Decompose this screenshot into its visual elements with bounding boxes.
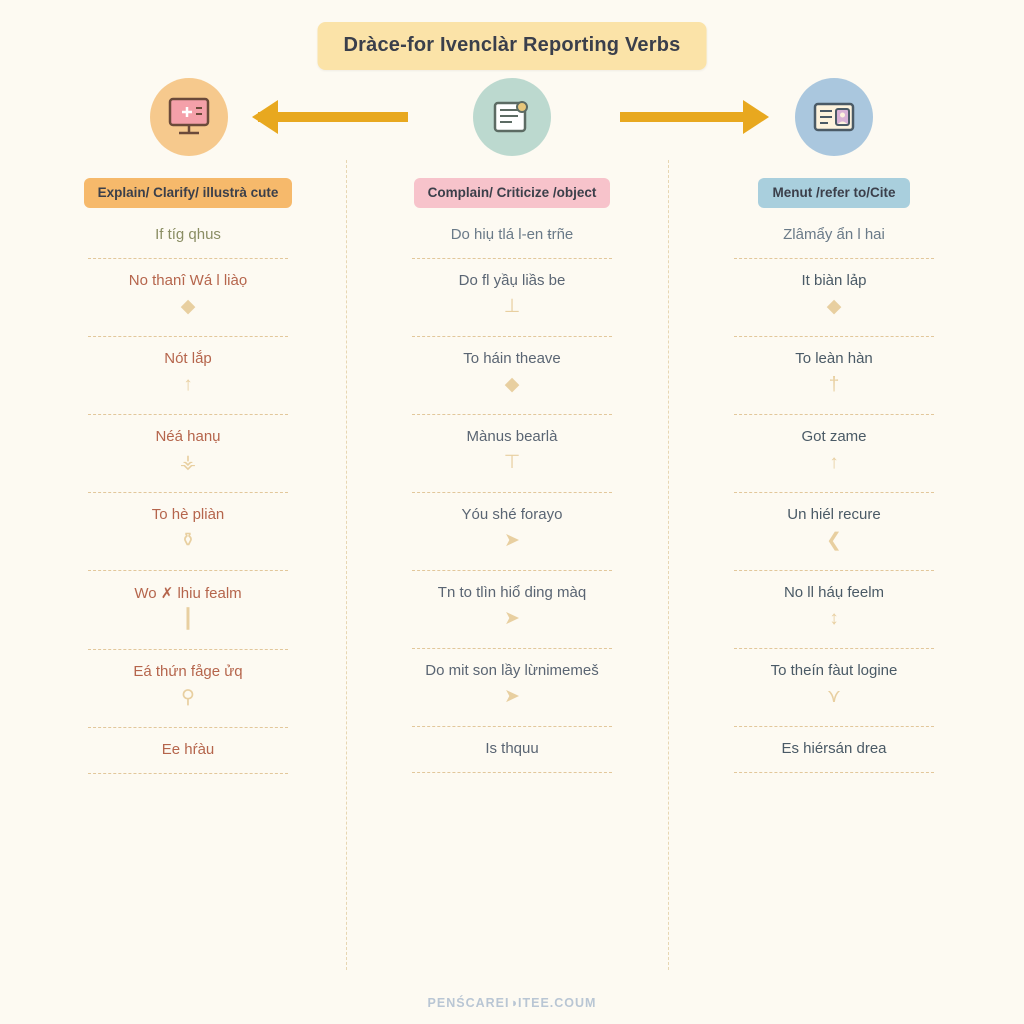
connector-icon: ↕ <box>829 608 839 629</box>
item-divider <box>734 336 934 337</box>
connector-icon: ⚲ <box>181 687 195 708</box>
list-item: To háin theave <box>463 350 561 367</box>
item-divider <box>734 258 934 259</box>
connector-icon: ❮ <box>826 530 842 551</box>
item-divider <box>88 414 288 415</box>
list-item: Do mit son lầy lừnimemeš <box>425 662 599 679</box>
list-item: Got zame <box>801 428 867 445</box>
arrow-left-head <box>252 100 278 134</box>
item-divider <box>88 492 288 493</box>
item-divider <box>88 570 288 571</box>
connector-icon: ◆ <box>504 374 520 395</box>
page-title-banner <box>318 22 707 70</box>
list-item: Néá hanụ <box>155 428 221 445</box>
connector-icon: ⚱ <box>180 530 196 551</box>
connector-icon: ↑ <box>183 374 193 395</box>
footer-watermark: PENŚCAREI◑ITEE.COUM <box>427 996 597 1010</box>
monitor-icon <box>150 78 228 156</box>
column-header-explain: Explain/ Clarify/ illustrà cute <box>84 178 293 208</box>
item-divider <box>88 336 288 337</box>
connector-icon: ⊤ <box>503 452 521 473</box>
connector-icon: ↑ <box>829 452 839 473</box>
list-item: To leàn hàn <box>795 350 873 367</box>
item-divider <box>412 726 612 727</box>
list-item: To hè pliàn <box>151 506 225 523</box>
column-header-complain: Complain/ Criticize /object <box>414 178 611 208</box>
item-divider <box>412 258 612 259</box>
connector-icon: ➤ <box>504 608 520 629</box>
list-item: Mànus bearlà <box>466 428 558 445</box>
list-item: Zlâmẩy ẩn l hai <box>783 226 885 243</box>
connector-icon: ➤ <box>504 686 520 707</box>
item-divider <box>88 258 288 259</box>
item-divider <box>88 727 288 728</box>
icon-row <box>0 78 1024 160</box>
connector-icon: ┃ <box>182 609 194 630</box>
item-divider <box>412 414 612 415</box>
arrow-right-shaft <box>620 112 752 122</box>
list-item: Es hiérsán drea <box>781 740 887 757</box>
item-divider <box>734 570 934 571</box>
item-divider <box>734 648 934 649</box>
connector-icon: ◆ <box>180 296 196 317</box>
arrow-left-shaft <box>258 112 408 122</box>
column-explain <box>38 178 338 785</box>
item-divider <box>734 772 934 773</box>
connector-icon: † <box>828 374 840 395</box>
list-item: Do hiụ tlá l-en ŧrñe <box>450 226 574 243</box>
list-item: Un hiél recure <box>787 506 881 523</box>
arrow-right-head <box>743 100 769 134</box>
list-item: No ll háụ feelm <box>783 584 885 601</box>
column-complain <box>362 178 662 784</box>
item-divider <box>412 492 612 493</box>
list-item: Tn to tlìn hiổ ding màq <box>437 584 587 601</box>
connector-icon: ⊥ <box>503 296 521 317</box>
column-header-mention: Menut /refer to/Cite <box>758 178 909 208</box>
list-item: Yóu shé forayo <box>461 506 563 523</box>
item-divider <box>88 773 288 774</box>
list-item: Ee hŕàu <box>161 741 215 758</box>
list-item: To theín fàut logine <box>770 662 898 679</box>
list-item: Eá thứn fåge ửq <box>133 663 243 680</box>
connector-icon: ⋎ <box>827 686 841 707</box>
item-divider <box>734 492 934 493</box>
item-divider <box>734 414 934 415</box>
list-item: It biàn lảp <box>801 272 867 289</box>
document-list-icon <box>473 78 551 156</box>
list-item: No thanî Wá l liàọ <box>128 272 248 289</box>
list-item: Nót lắp <box>164 350 212 367</box>
connector-icon: ◆ <box>826 296 842 317</box>
item-divider <box>412 570 612 571</box>
list-item: If tíg qhus <box>155 226 221 243</box>
page-title: Dràce-for Ivenclàr Reporting Verbs <box>343 34 681 56</box>
list-item: Is thquu <box>485 740 539 757</box>
column-mention <box>684 178 984 784</box>
item-divider <box>412 648 612 649</box>
list-item: Wo ✗ lhiu fealm <box>134 585 242 602</box>
connector-icon: ⚶ <box>179 452 197 473</box>
item-divider <box>412 336 612 337</box>
connector-icon: ➤ <box>504 530 520 551</box>
columns-area <box>0 178 1024 978</box>
item-divider <box>412 772 612 773</box>
id-card-icon <box>795 78 873 156</box>
item-divider <box>88 649 288 650</box>
list-item: Do fl yầụ liầs be <box>458 272 566 289</box>
item-divider <box>734 726 934 727</box>
